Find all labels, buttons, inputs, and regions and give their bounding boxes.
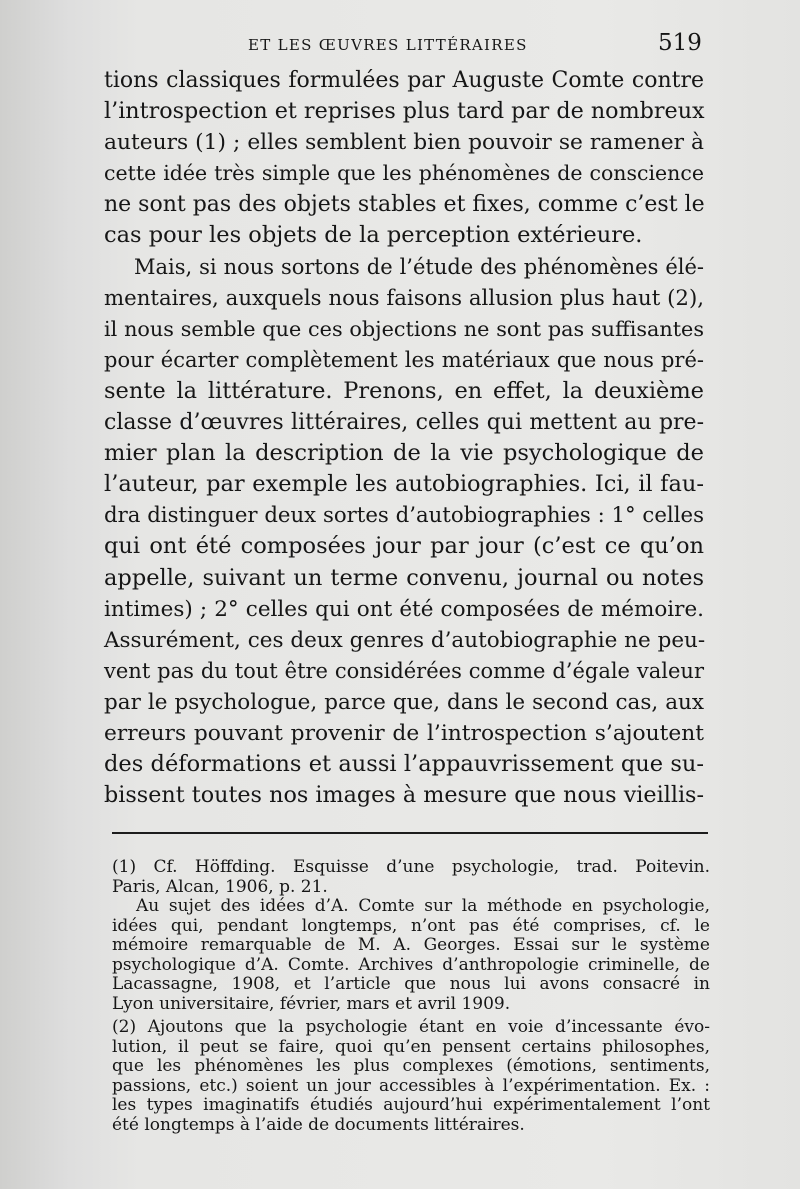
text-line: pour écarter complètement les matériaux que nous pré- (104, 347, 704, 372)
page-number: 519 (658, 30, 702, 56)
footnote-line: Paris, Alcan, 1906, p. 21. (112, 876, 328, 897)
page-header (0, 28, 800, 68)
footnote-line: lution, il peut se faire, quoi qu’en pensent certains philosophes, (112, 1036, 710, 1057)
footnote-line: les types imaginatifs étudiés aujourd’hui expérimentalement l’ont (112, 1095, 710, 1115)
footnote-line: (1) Cf. Höffding. Esquisse d’une psychologie, trad. Poitevin. (112, 857, 710, 877)
text-line: bissent toutes nos images à mesure que nous vieillis- (104, 782, 704, 809)
main-text (104, 65, 704, 811)
footnote-line: psychologique d’A. Comte. Archives d’anthropologie criminelle, de (112, 954, 710, 975)
footnote-line: Lacassagne, 1908, et l’article que nous lui avons consacré in (112, 974, 710, 994)
text-line: vent pas du tout être considérées comme d’égale valeur (104, 658, 704, 683)
footnote-line: été longtemps à l’aide de documents littéraires. (112, 1114, 525, 1135)
text-line: tions classiques formulées par Auguste Comte contre (104, 68, 704, 93)
text-line: mentaires, auxquels nous faisons allusion plus haut (2), (104, 285, 704, 311)
footnote-line: Au sujet des idées d’A. Comte sur la méthode en psychologie, (136, 896, 710, 916)
text-line: intimes) ; 2° celles qui ont été composées de mémoire. (104, 596, 704, 622)
text-line: qui ont été composées jour par jour (c’est ce qu’on (104, 533, 704, 560)
text-line: des déformations et aussi l’appauvrissement que su- (104, 751, 704, 778)
text-line: appelle, suivant un terme convenu, journal ou notes (104, 564, 704, 591)
paragraph-start-line: Mais, si nous sortons de l’étude des phénomènes élé- (134, 254, 704, 279)
text-line: cas pour les objets de la perception extérieure. (104, 222, 643, 249)
text-line: dra distinguer deux sortes d’autobiographies : 1° celles (104, 503, 704, 529)
text-line: il nous semble que ces objections ne sont pas suffisantes (104, 316, 704, 341)
footnotes (112, 858, 710, 1135)
text-line: Assurément, ces deux genres d’autobiographie ne peu- (104, 627, 706, 653)
footnote-separator (112, 832, 708, 834)
text-line: auteurs (1) ; elles semblent bien pouvoir se ramener à (104, 130, 704, 156)
text-line: mier plan la description de la vie psychologique de (104, 440, 704, 467)
text-line: par le psychologue, parce que, dans le second cas, aux (104, 689, 704, 715)
footnote-line: que les phénomènes les plus complexes (émotions, sentiments, (112, 1056, 710, 1076)
footnote-line: Lyon universitaire, février, mars et avril 1909. (112, 993, 511, 1014)
text-line: erreurs pouvant provenir de l’introspection s’ajoutent (104, 720, 704, 746)
footnote-line: mémoire remarquable de M. A. Georges. Essai sur le système (112, 935, 710, 955)
text-line: ne sont pas des objets stables et fixes, comme c’est le (104, 192, 705, 218)
text-line: cette idée très simple que les phénomènes de conscience (104, 161, 704, 186)
footnote-line: passions, etc.) soient un jour accessibles à l’expérimentation. Ex. : (112, 1075, 710, 1096)
running-head: ET LES ŒUVRES LITTÉRAIRES (248, 36, 528, 54)
footnote-line: idées qui, pendant longtemps, n’ont pas été comprises, cf. le (112, 915, 710, 936)
text-line: sente la littérature. Prenons, en effet, la deuxième (104, 377, 704, 404)
text-line: l’auteur, par exemple les autobiographies. Ici, il fau- (104, 471, 704, 498)
text-line: classe d’œuvres littéraires, celles qui mettent au pre- (104, 410, 704, 436)
text-line: l’introspection et reprises plus tard par de nombreux (104, 98, 705, 125)
footnote-line: (2) Ajoutons que la psychologie étant en voie d’incessante évo- (112, 1017, 710, 1037)
